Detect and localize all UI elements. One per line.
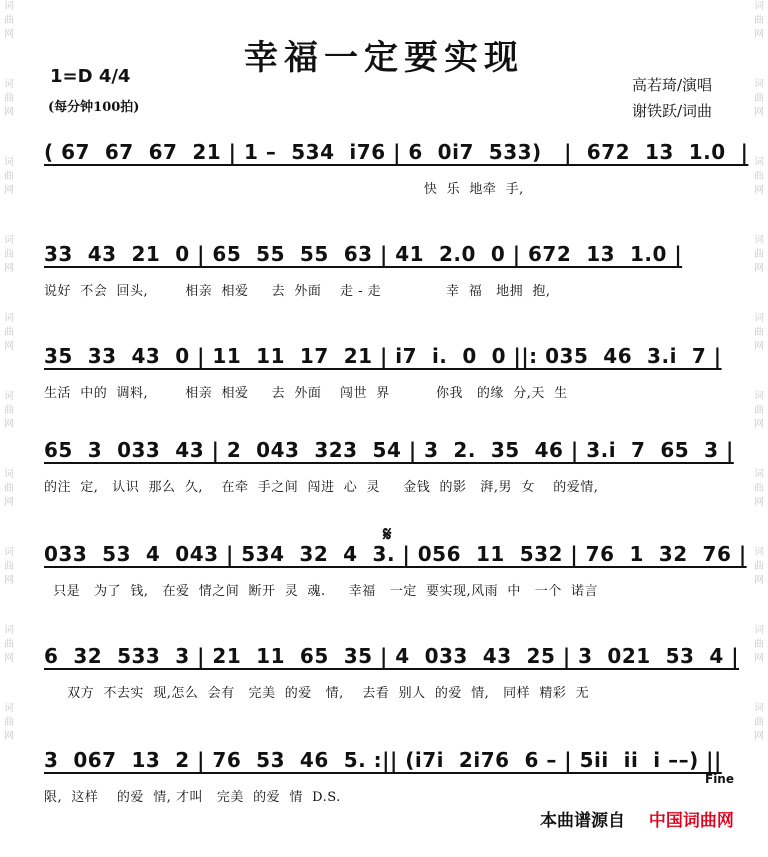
watermark-char: 网 — [754, 29, 764, 40]
key-signature: 1=D 4/4 — [50, 66, 131, 87]
watermark-char: 曲 — [4, 249, 14, 260]
tempo-marking: (每分钟100拍) — [48, 100, 140, 115]
watermark-char: 网 — [754, 107, 764, 118]
notes-line-7: 3 067 13 2 | 76 53 46 5. :|| (i7i 2i76 6 – | 5ii ii i ––) || — [44, 748, 722, 772]
watermark-char: 词 — [754, 703, 764, 714]
watermark-block — [0, 156, 18, 198]
notes-line-6: 6 32 533 3 | 21 11 65 35 | 4 033 43 25 | 3 021 53 4 | — [44, 644, 740, 668]
watermark-block — [750, 312, 768, 354]
watermark-char: 曲 — [4, 327, 14, 338]
source-note — [540, 806, 734, 831]
watermark-char: 网 — [4, 731, 14, 742]
source-site-link[interactable]: 中国词曲网 — [648, 811, 734, 831]
watermark-block — [750, 468, 768, 510]
watermark-block — [0, 468, 18, 510]
watermark-char: 曲 — [754, 717, 764, 728]
watermark-char: 曲 — [4, 15, 14, 26]
watermark-block — [0, 624, 18, 666]
watermark-block — [750, 702, 768, 744]
watermark-char: 曲 — [4, 171, 14, 182]
composer-credit: 谢铁跃/词曲 — [631, 102, 712, 120]
watermark-char: 曲 — [754, 15, 764, 26]
score-line-7 — [44, 748, 722, 805]
watermark-char: 网 — [4, 263, 14, 274]
watermark-char: 曲 — [754, 561, 764, 572]
watermark-char: 词 — [754, 625, 764, 636]
watermark-char: 曲 — [4, 717, 14, 728]
watermark-char: 曲 — [4, 561, 14, 572]
lyrics-line-5: 只是 为了 钱, 在爱 情之间 断开 灵 魂. 幸福 一定 要实现,风雨 中 一个 诺言 — [44, 584, 599, 599]
watermark-char: 网 — [4, 341, 14, 352]
watermark-char: 词 — [754, 313, 764, 324]
watermark-char: 词 — [4, 313, 14, 324]
notes-line-4: 65 3 033 43 | 2 043 323 54 | 3 2. 35 46 | 3.i 7 65 3 | — [44, 438, 734, 462]
watermark-char: 网 — [754, 419, 764, 430]
watermark-block — [750, 78, 768, 120]
watermark-block — [750, 546, 768, 588]
notes-line-2: 33 43 21 0 | 65 55 55 63 | 41 2.0 0 | 672 13 1.0 | — [44, 242, 683, 266]
watermark-char: 网 — [754, 497, 764, 508]
watermark-char: 词 — [754, 469, 764, 480]
lyrics-line-3: 生活 中的 调料, 相亲 相爱 去 外面 闯世 界 你我 的缘 分,天 生 — [44, 386, 568, 401]
watermark-char: 曲 — [754, 249, 764, 260]
watermark-right — [750, 0, 768, 857]
watermark-char: 网 — [754, 263, 764, 274]
watermark-char: 词 — [4, 625, 14, 636]
watermark-char: 网 — [4, 653, 14, 664]
score-line-4 — [44, 438, 734, 495]
lyrics-line-2: 说好 不会 回头, 相亲 相爱 去 外面 走 - 走 幸 福 地拥 抱, — [44, 284, 551, 299]
notes-line-3: 35 33 43 0 | 11 11 17 21 | i7 i. 0 0 ||: 035 46 3.i 7 | — [44, 344, 722, 368]
notes-line-5: 033 53 4 043 | 534 32 4 3. | 056 11 532 | 76 1 32 76 | — [44, 542, 747, 566]
watermark-block — [0, 234, 18, 276]
watermark-block — [750, 234, 768, 276]
watermark-char: 词 — [4, 547, 14, 558]
watermark-char: 曲 — [754, 405, 764, 416]
watermark-block — [0, 546, 18, 588]
watermark-char: 词 — [4, 235, 14, 246]
watermark-block — [750, 624, 768, 666]
lyrics-line-4: 的注 定, 认识 那么 久, 在牵 手之间 闯进 心 灵 金钱 的影 湃,男 女 的爱情, — [44, 480, 599, 495]
lyrics-line-7: 限, 这样 的爱 情, 才叫 完美 的爱 情 D.S. — [44, 790, 341, 805]
watermark-block — [750, 156, 768, 198]
watermark-block — [0, 702, 18, 744]
singer-credit: 高若琦/演唱 — [631, 76, 712, 94]
watermark-char: 曲 — [4, 93, 14, 104]
watermark-char: 词 — [4, 469, 14, 480]
watermark-char: 网 — [754, 341, 764, 352]
score-line-3 — [44, 344, 722, 401]
watermark-block — [0, 312, 18, 354]
watermark-char: 网 — [754, 731, 764, 742]
watermark-char: 词 — [4, 391, 14, 402]
watermark-char: 词 — [4, 157, 14, 168]
watermark-char: 网 — [4, 185, 14, 196]
watermark-block — [0, 78, 18, 120]
watermark-char: 词 — [754, 157, 764, 168]
watermark-char: 曲 — [754, 639, 764, 650]
watermark-char: 网 — [4, 107, 14, 118]
segno-sign: 𝄋 — [383, 522, 392, 546]
watermark-char: 词 — [754, 391, 764, 402]
watermark-left — [0, 0, 18, 857]
watermark-char: 曲 — [4, 483, 14, 494]
score-line-2 — [44, 242, 722, 299]
watermark-char: 网 — [754, 185, 764, 196]
watermark-char: 词 — [754, 79, 764, 90]
watermark-char: 网 — [754, 653, 764, 664]
notes-line-1: ( 67 67 67 21 | 1 – 534 i76 | 6 0i7 533) | 672 13 1.0 | — [44, 140, 749, 164]
watermark-char: 词 — [4, 1, 14, 12]
watermark-char: 词 — [754, 1, 764, 12]
watermark-char: 词 — [754, 547, 764, 558]
score-line-6 — [44, 644, 740, 701]
song-title: 幸福一定要实现 — [244, 38, 524, 78]
score-line-5 — [44, 542, 747, 599]
score-line-1 — [44, 140, 749, 197]
watermark-char: 曲 — [754, 327, 764, 338]
watermark-char: 网 — [4, 575, 14, 586]
watermark-char: 曲 — [4, 405, 14, 416]
watermark-char: 曲 — [4, 639, 14, 650]
watermark-char: 网 — [754, 575, 764, 586]
fine-marking: Fine — [705, 772, 734, 786]
watermark-char: 词 — [4, 79, 14, 90]
source-prefix: 本曲谱源自 — [540, 811, 625, 831]
credits — [632, 72, 712, 124]
watermark-char: 网 — [4, 29, 14, 40]
lyrics-line-1: 快 乐 地牵 手, — [44, 182, 524, 197]
watermark-block — [0, 390, 18, 432]
watermark-block — [750, 390, 768, 432]
watermark-char: 词 — [4, 703, 14, 714]
watermark-char: 网 — [4, 497, 14, 508]
watermark-char: 曲 — [754, 483, 764, 494]
watermark-char: 曲 — [754, 93, 764, 104]
lyrics-line-6: 双方 不去实 现,怎么 会有 完美 的爱 情, 去看 别人 的爱 情, 同样 精彩 无 — [44, 686, 590, 701]
watermark-char: 曲 — [754, 171, 764, 182]
watermark-char: 网 — [4, 419, 14, 430]
watermark-char: 词 — [754, 235, 764, 246]
